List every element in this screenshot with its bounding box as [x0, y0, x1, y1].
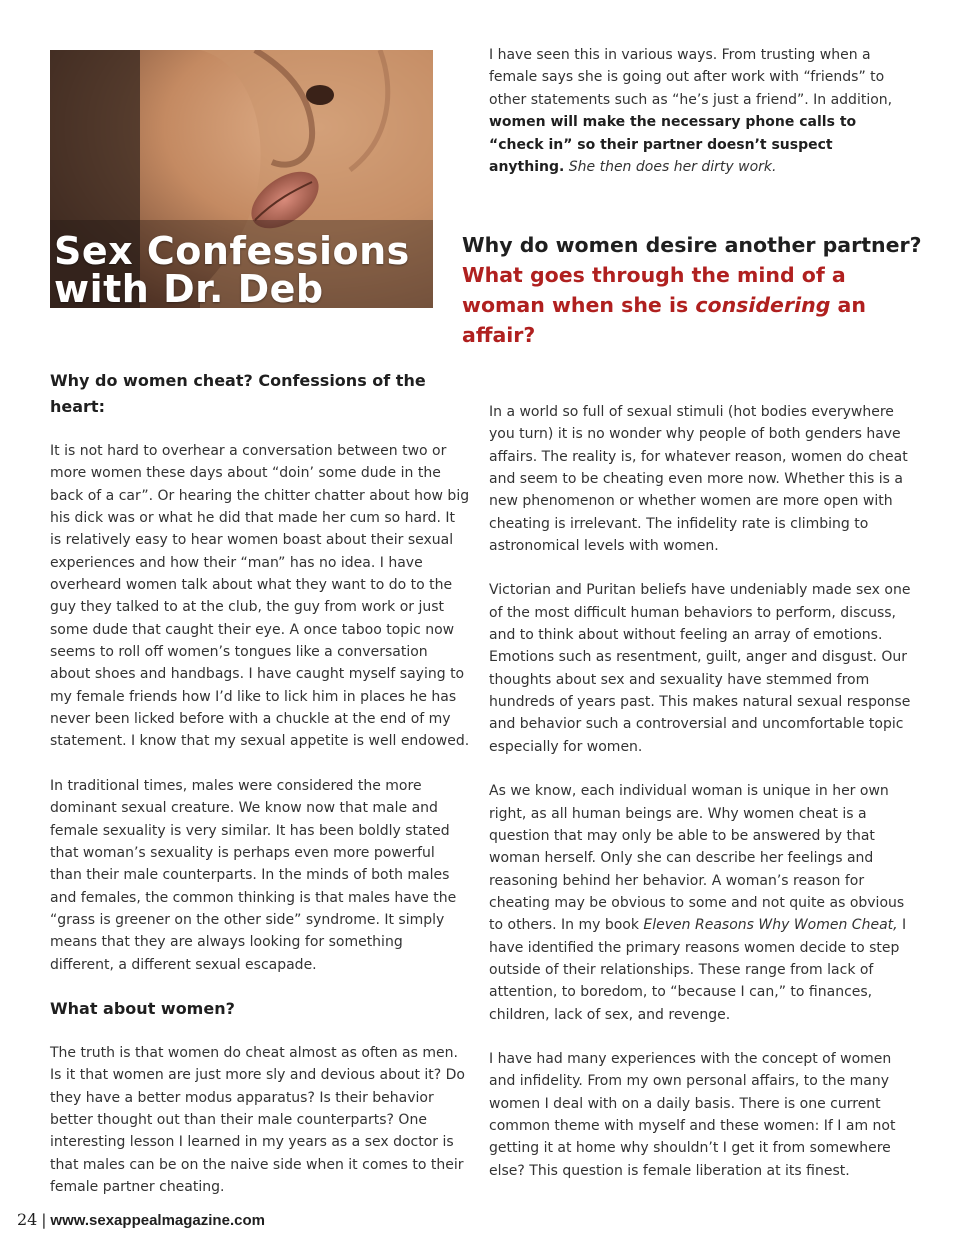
- intro-italic-text: She then does her dirty work.: [564, 159, 777, 176]
- section-heading-women: What about women?: [50, 998, 235, 1018]
- hero-title-line1: Sex Confessions: [54, 229, 410, 273]
- right-paragraph-2: Victorian and Puritan beliefs have undeniably made sex one of the most difficult human behaviors to perform, discuss, and to think about without feeling an array of emotions. Emotions such as resentment, guilt, anger and disgust. Our thoughts about sex and sexuality have stemmed from hundreds of years past. This makes natural sexual response and behavior such a controversial and uncomfortable topic especially for women.: [489, 582, 911, 755]
- right-paragraph-4: I have had many experiences with the concept of women and infidelity. From my own personal affairs, to the many women I deal with on a daily basis. There is one current common theme with myself and these women: If I am not getting it at home why shouldn’t I get it from somewhere else? This question is female liberation at its finest.: [489, 1050, 896, 1179]
- section-heading-cheat: Why do women cheat? Confessions of the heart:: [50, 371, 426, 416]
- right-paragraph-3-after: I have identified the primary reasons women decide to step outside of their relationships. These range from lack of attention, to boredom, to “because I can,” to finances, children, lack of sex, and revenge.: [489, 917, 907, 1023]
- left-paragraph-1: It is not hard to overhear a conversation between two or more women these days about “doin’ some dude in the back of a car”. Or hearing the chitter chatter about how big his dick was or what he did that made her cum so hard. It is relatively easy to hear women boast about their sexual experiences and how their “man” has no idea. I have overheard women talk about what they want to do to the guy they talked to at the club, the guy from work or just some dude that caught their eye. A once taboo topic now seems to roll off women’s tongues like a conversation about shoes and handbags. I have caught myself saying to my female friends how I’d like to lick him in places he has never been licked before with a chuckle at the end of my statement. I know that my sexual appetite is well endowed.: [50, 443, 470, 750]
- right-paragraph-3: [489, 780, 914, 1026]
- headline-red-after: an affair?: [462, 293, 866, 347]
- headline-red-italic: considering: [695, 293, 831, 317]
- footer-separator: |: [41, 1211, 47, 1229]
- hero-title-line2: with Dr. Deb: [54, 267, 324, 308]
- left-column: [50, 368, 470, 1198]
- right-paragraph-3-before: As we know, each individual woman is unique in her own right, as all human beings are. Why women cheat is a question that may only be able to be answered by that woman herself. Only she can describe her feelings and reasoning behind her behavior. A woman’s reason for cheating may be obvious to some and not quite as obvious to others. In my book: [489, 783, 905, 934]
- page-footer: [17, 1208, 265, 1233]
- left-paragraph-3: The truth is that women do cheat almost as often as men. Is it that women are just more sly and devious about it? Do they have a better modus apparatus? Is their behavior better thought out than their male counterparts? One interesting lesson I learned in my years as a sex doctor is that males can be on the naive side when it comes to their female partner cheating.: [50, 1044, 465, 1195]
- intro-paragraph: [489, 44, 909, 178]
- hero-image: [50, 50, 433, 308]
- footer-url[interactable]: www.sexappealmagazine.com: [50, 1212, 265, 1229]
- intro-bold-text: women will make the necessary phone calls to “check in” so their partner doesn’t suspect anything.: [489, 114, 857, 176]
- question-headline: [462, 230, 922, 350]
- left-paragraph-2: In traditional times, males were considered the more dominant sexual creature. We know now that male and female sexuality is very similar. It has been boldly stated that woman’s sexuality is perhaps even more powerful than their male counterparts. In the minds of both males and females, the common thinking is that males have the “grass is greener on the other side” syndrome. It simply means that they are always looking for something different, a different sexual escapade.: [50, 777, 457, 973]
- headline-dark: Why do women desire another partner?: [462, 233, 922, 257]
- hero-title: [54, 229, 410, 308]
- intro-text: I have seen this in various ways. From trusting when a female says she is going out after work with “friends” to other statements such as “he’s just a friend”. In addition,: [489, 47, 893, 108]
- book-title: Eleven Reasons Why Women Cheat,: [643, 917, 898, 934]
- right-column: [489, 401, 914, 1182]
- right-paragraph-1: In a world so full of sexual stimuli (hot bodies everywhere you turn) it is no wonder why people of both genders have affairs. The reality is, for whatever reason, women do cheat and seem to be cheating even more now. Whether this is a new phenomenon or whether women are more open with cheating is irrelevant. The infidelity rate is climbing to astronomical levels with women.: [489, 404, 908, 555]
- headline-red: [462, 263, 866, 347]
- headline-red-before: What goes through the mind of a woman when she is: [462, 263, 846, 317]
- page-number: 24: [17, 1210, 38, 1229]
